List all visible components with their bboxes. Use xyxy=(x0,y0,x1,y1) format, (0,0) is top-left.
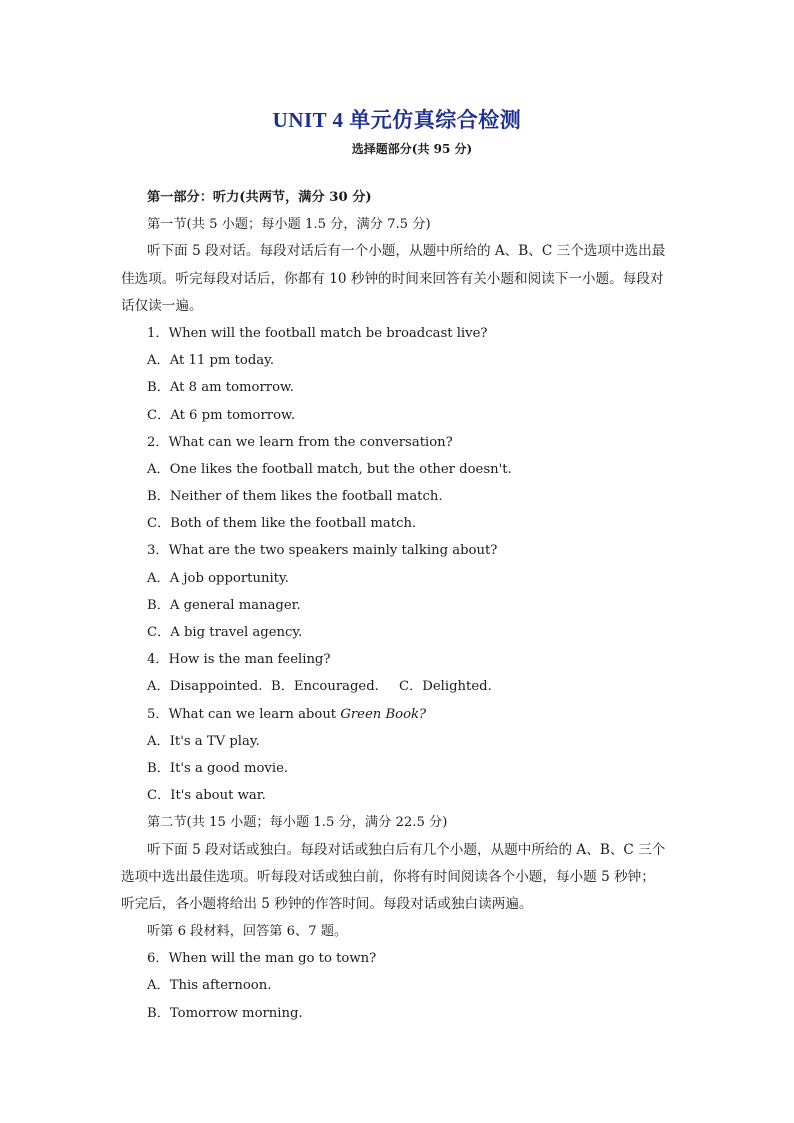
answer-options-row xyxy=(121,673,677,700)
answer-option: C．A big travel agency. xyxy=(147,625,303,640)
answer-option: B．Tomorrow morning. xyxy=(147,1005,303,1021)
instruction-line: 听下面 5 段对话。每段对话后有一个小题，从题中所给的 A、B、C 三个选项中选出最 xyxy=(147,243,666,260)
answer-option: B．Encouraged. xyxy=(271,679,379,695)
answer-option: C．Delighted. xyxy=(399,679,492,695)
question-stem: 3．What are the two speakers mainly talking about? xyxy=(147,543,498,559)
answer-option: A．Disappointed. xyxy=(147,679,263,695)
answer-option: B．Neither of them likes the football match. xyxy=(147,489,443,505)
answer-option: A．One likes the football match, but the other doesn't. xyxy=(147,461,512,477)
instruction-line: 听下面 5 段对话或独白。每段对话或独白后有几个小题，从题中所给的 A、B、C 三个 xyxy=(147,841,666,858)
answer-option: A．A job opportunity. xyxy=(147,570,289,586)
section-heading: 第一节(共 5 小题；每小题 1.5 分，满分 7.5 分) xyxy=(147,217,431,233)
book-title: Green Book? xyxy=(340,706,427,722)
question-stem: 4．How is the man feeling? xyxy=(147,652,331,668)
answer-option: A．This afternoon. xyxy=(147,978,272,994)
answer-option: B．It's a good movie. xyxy=(147,760,289,776)
instruction-line: 佳选项。听完每段对话后，你都有 10 秒钟的时间来回答有关小题和阅读下一小题。每段对 xyxy=(121,270,664,287)
answer-option: B．A general manager. xyxy=(147,597,301,613)
question-stem: 1．When will the football match be broadcast live? xyxy=(147,325,488,341)
answer-option: C．At 6 pm tomorrow. xyxy=(147,407,295,423)
material-intro: 听第 6 段材料，回答第 6、7 题。 xyxy=(147,924,348,940)
question-stem-text: 5．What can we learn about xyxy=(147,706,341,722)
page-title: UNIT 4 单元仿真综合检测 xyxy=(272,108,522,132)
instruction-line: 话仅读一遍。 xyxy=(121,297,203,314)
instruction-line: 选项中选出最佳选项。听每段对话或独白前，你将有时间阅读各个小题，每小题 5 秒钟； xyxy=(121,868,655,885)
answer-option: C．It's about war. xyxy=(147,788,266,804)
question-stem xyxy=(121,701,677,728)
section-heading: 第二节(共 15 小题；每小题 1.5 分，满分 22.5 分) xyxy=(147,815,448,831)
question-stem: 2．What can we learn from the conversation? xyxy=(147,434,453,450)
page-subtitle: 选择题部分(共 95 分) xyxy=(351,142,473,156)
answer-option: B．At 8 am tomorrow. xyxy=(147,380,294,396)
part-heading: 第一部分：听力(共两节，满分 30 分) xyxy=(147,190,372,205)
instruction-line: 听完后，各小题将给出 5 秒钟的作答时间。每段对话或独白读两遍。 xyxy=(121,895,533,912)
answer-option: A．At 11 pm today. xyxy=(147,353,275,369)
answer-option: A．It's a TV play. xyxy=(147,733,260,749)
document-body xyxy=(121,184,677,1027)
answer-option: C．Both of them like the football match. xyxy=(147,516,417,532)
question-stem: 6．When will the man go to town? xyxy=(147,951,377,967)
